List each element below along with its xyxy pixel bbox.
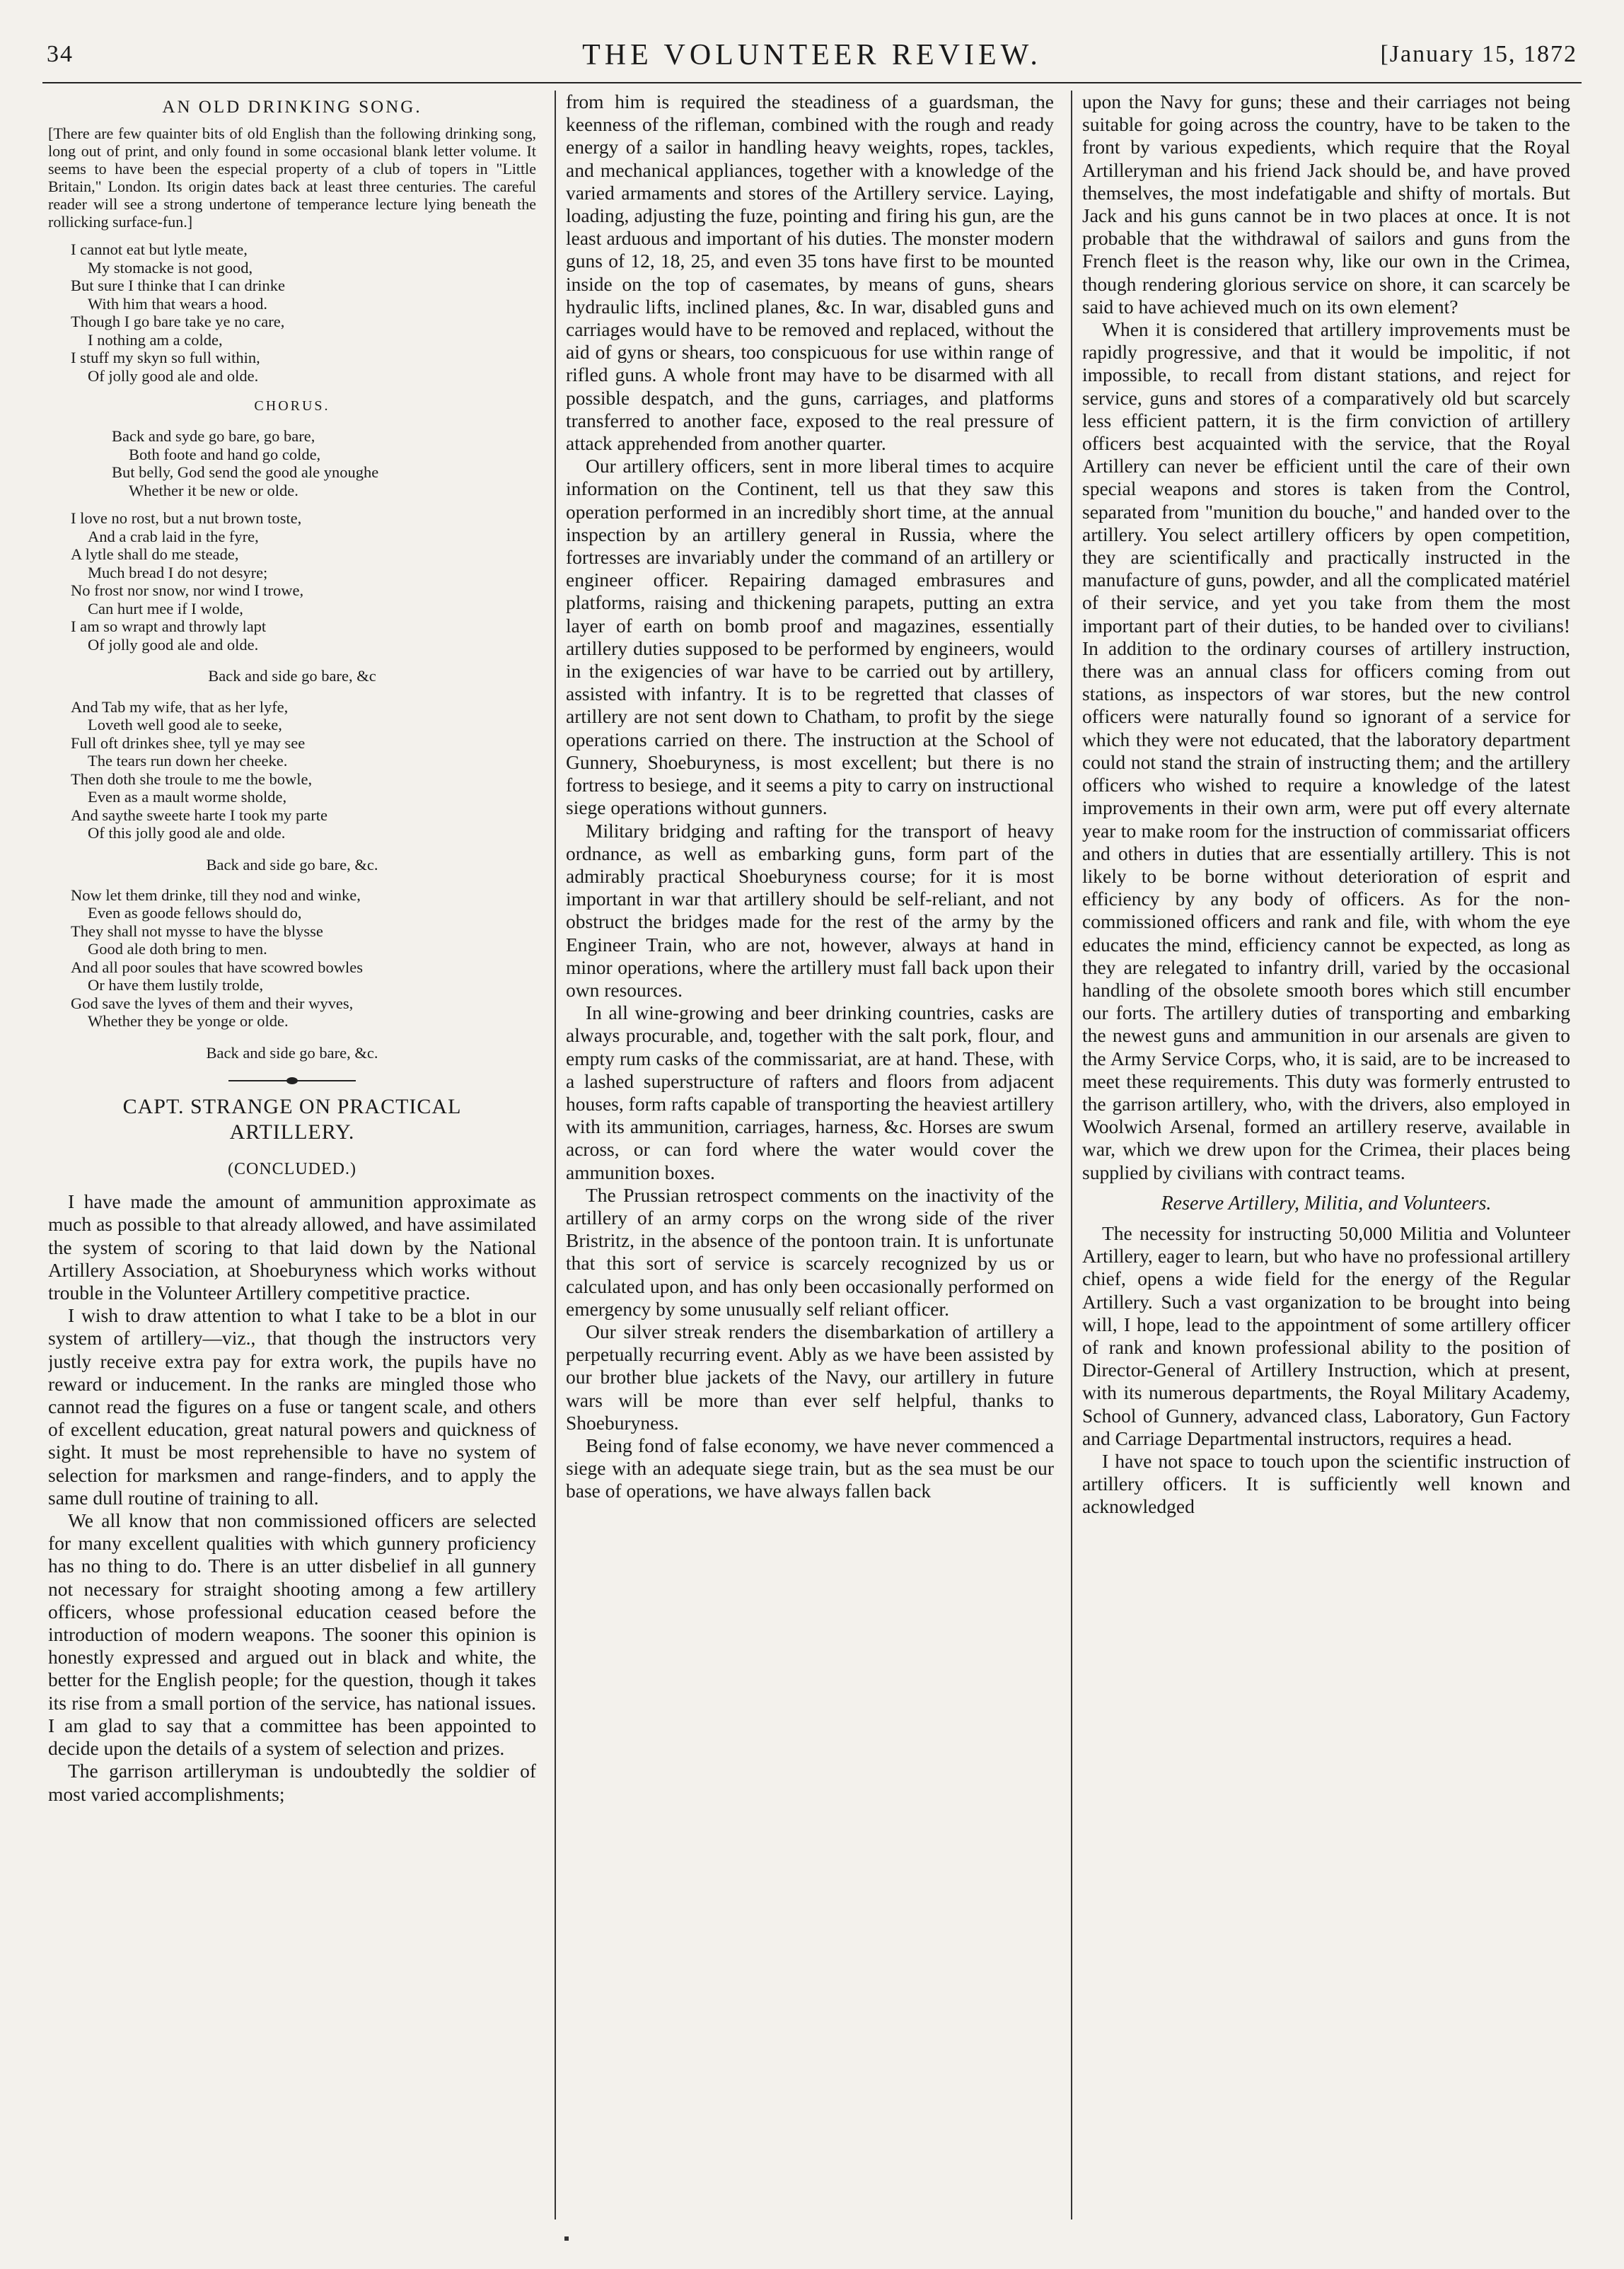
column-divider: [1071, 91, 1072, 2219]
song-verse-2: [71, 509, 536, 654]
verse-line: My stomacke is not good,: [88, 258, 253, 277]
verse-line: And saythe sweete harte I took my parte: [71, 806, 327, 824]
song-refrain: Back and side go bare, &c.: [206, 1043, 378, 1062]
paragraph: Our artillery officers, sent in more liberal times to acquire information on the Continent, tell us that they saw this operation performed in an incredibly short time, at the annual inspection by an artillery general in Russia, where the fortresses are invariably under the command of an artillery or engineer officer. Repairing damaged embrasures and platforms, raising and thickening parapets, putting an extra layer of earth on bomb proof and magazines, essentially artillery duties supposed to be performed by engineers, would in the exigencies of war have to be carried out by artillery, assisted with infantry. It is to be regretted that classes of artillery are not sent down to Chatham, to profit by the siege operations carried on there. The instruction at the School of Gunnery, Shoeburyness, is most excellent; but there is no fortress to besiege, and it seems a pity to carry on instructional siege operations without gunners.: [566, 455, 1054, 819]
paragraph: from him is required the steadiness of a guardsman, the keenness of the rifleman, combined with the rough and ready energy of a sailor in handling heavy weights, ropes, tackles, and mechanical appliances, together with a knowledge of the varied armaments and stores of the Artillery service. Laying, loading, adjusting the fuze, pointing and firing his gun, are the least arduous and important of his duties. The monster modern guns of 12, 18, 25, and even 35 tons have first to be mounted inside on the top of casemates, by means of guns, shears hydraulic lifts, inclined planes, &c. In war, disabled guns and carriages would have to be removed and replaced, without the aid of gyns or shears, too conspicuous for use within range of rifled guns. A whole front may have to be disarmed with all possible despatch, and the guns, carriages, and platforms transferred to another face, exposed to the real pressure of attack apprehended from another quarter.: [566, 91, 1054, 455]
verse-line: Now let them drinke, till they nod and winke,: [71, 886, 361, 904]
verse-line: Good ale doth bring to men.: [88, 940, 267, 958]
verse-line: Or have them lustily trolde,: [88, 976, 264, 994]
verse-line: Even as a mault worme sholde,: [88, 788, 287, 806]
song-title: AN OLD DRINKING SONG.: [162, 98, 422, 117]
verse-line: I am so wrapt and throwly lapt: [71, 617, 267, 636]
column-3: [1082, 91, 1570, 2219]
song-chorus: [112, 427, 536, 499]
verse-line: Full oft drinkes shee, tyll ye may see: [71, 733, 306, 752]
verse-line: I nothing am a colde,: [88, 330, 223, 349]
paragraph: In all wine-growing and beer drinking countries, casks are always procurable, and, together with the salt pork, flour, and empty rum casks of the commissariat, are at hand. These, with a lashed superstructure of rafters and floors from adjacent houses, form rafts capable of transporting the heaviest artillery with its ammunition, carriages, harness, &c. Horses are swum across, or can ford where the water would cover the ammunition boxes.: [566, 1002, 1054, 1183]
verse-line: But sure I thinke that I can drinke: [71, 277, 286, 295]
verse-line: Even as goode fellows should do,: [88, 904, 302, 922]
verse-line: Whether they be yonge or olde.: [88, 1012, 289, 1031]
verse-line: Loveth well good ale to seeke,: [88, 716, 282, 734]
verse-line: I love no rost, but a nut brown toste,: [71, 509, 302, 528]
header-rule: [42, 82, 1582, 83]
issue-date: [January 15, 1872: [1380, 41, 1577, 67]
paragraph: Our silver streak renders the disembarkation of artillery a perpetually recurring event. Ably as we have been assisted by our brother blue jackets of the Navy, our artillery in future wars will be more than ever self helpful, thanks to Shoeburyness.: [566, 1320, 1054, 1434]
page-header: [42, 31, 1582, 74]
verse-line: And Tab my wife, that as her lyfe,: [71, 697, 289, 716]
column-2: [566, 91, 1054, 2219]
paragraph: Being fond of false economy, we have never commenced a siege with an adequate siege train, but as the sea must be our base of operations, we have always fallen back: [566, 1434, 1054, 1502]
article-title: CAPT. STRANGE ON PRACTICAL ARTILLERY.: [122, 1095, 462, 1144]
verse-line: Back and syde go bare, go bare,: [112, 427, 315, 446]
publication-title: THE VOLUNTEER REVIEW.: [582, 39, 1042, 71]
paragraph: I have made the amount of ammunition approximate as much as possible to that already allowed, and have assimilated the system of scoring to that laid down by the National Artillery Association, at Shoeburyness which works without trouble in the Volunteer Artillery competitive practice.: [48, 1190, 536, 1304]
page-number: 34: [47, 41, 74, 67]
verse-line: The tears run down her cheeke.: [88, 752, 288, 770]
column-1: [48, 91, 536, 2219]
paragraph: I wish to draw attention to what I take to be a blot in our system of artillery—viz., that though the instructors very justly receive extra pay for extra work, the pupils have no reward or inducement. In the ranks are mingled those who cannot read the figures on a fuse or tangent scale, and others of excellent education, great natural powers and quickness of sight. It must be most reprehensible to have no system of selection for marksmen and range-finders, and to apply the same dull routine of training to all.: [48, 1304, 536, 1509]
column-divider: [555, 91, 556, 2219]
verse-line: Whether it be new or olde.: [129, 481, 298, 499]
verse-line: I cannot eat but lytle meate,: [71, 240, 248, 259]
verse-line: Of jolly good ale and olde.: [88, 366, 259, 385]
verse-line: But belly, God send the good ale ynoughe: [112, 463, 379, 482]
verse-line: Both foote and hand go colde,: [129, 445, 321, 463]
verse-line: Of this jolly good ale and olde.: [88, 824, 286, 842]
song-verse-4: [71, 886, 536, 1031]
song-intro: [There are few quainter bits of old English than the following drinking song, long out of print, and only found in some occasional blank letter volume. It seems to have been the especial property of a club of topers in "Little Britain," London. Its origin dates back at least three centuries. The careful reader will see a strong undertone of temperance lecture lying beneath the rollicking surface-fun.]: [48, 124, 536, 231]
verse-line: No frost nor snow, nor wind I trowe,: [71, 581, 304, 600]
verse-line: And a crab laid in the fyre,: [88, 527, 259, 545]
page-mark: [564, 2236, 569, 2241]
verse-line: They shall not mysse to have the blysse: [71, 922, 323, 940]
verse-line: With him that wears a hood.: [88, 294, 268, 313]
verse-line: Then doth she troule to me the bowle,: [71, 770, 313, 788]
paragraph: Military bridging and rafting for the transport of heavy ordnance, as well as embarking guns, form part of the admirably practical Shoeburyness course; for it is most important in war that artillery should be self-reliant, and not obstruct the bridges made for the rest of the army by the Engineer Train, who are not, however, always at hand in minor operations, where the artillery must fall back upon their own resources.: [566, 819, 1054, 1001]
song-verse-3: [71, 698, 536, 842]
song-verse-1: [71, 240, 536, 385]
verse-line: Much bread I do not desyre;: [88, 563, 268, 581]
section-subheading: Reserve Artillery, Militia, and Volunteers.: [1161, 1192, 1492, 1214]
paragraph: The necessity for instructing 50,000 Militia and Volunteer Artillery, eager to learn, but who have no professional artillery chief, opens a wide field for the energy of the Regular Artillery. Such a vast organization to be brought into being will, I hope, lead to the appointment of some artillery officer of rank and known professional ability to the position of Director-General of Artillery Instruction, which at present, with its numerous departments, the Royal Military Academy, School of Gunnery, advanced class, Laboratory, Gun Factory and Carriage Departmental instructors, requires a head.: [1082, 1221, 1570, 1449]
paragraph: The garrison artilleryman is undoubtedly the soldier of most varied accomplishments;: [48, 1760, 536, 1805]
verse-line: God save the lyves of them and their wyves,: [71, 994, 354, 1012]
song-refrain: Back and side go bare, &c: [208, 667, 376, 685]
song-refrain: Back and side go bare, &c.: [206, 855, 378, 874]
verse-line: Though I go bare take ye no care,: [71, 313, 285, 331]
article-concluded-note: (CONCLUDED.): [228, 1160, 356, 1179]
verse-line: I stuff my skyn so full within,: [71, 349, 260, 367]
paragraph: The Prussian retrospect comments on the inactivity of the artillery of an army corps on the wrong side of the river Bristritz, in the absence of the pontoon train. It is unfortunate that this sort of service is scarcely recognized by us or calculated upon, and has only been occasionally performed on emergency by some unusually self reliant officer.: [566, 1183, 1054, 1320]
verse-line: Of jolly good ale and olde.: [88, 635, 259, 654]
verse-line: Can hurt mee if I wolde,: [88, 599, 243, 617]
paragraph: I have not space to touch upon the scientific instruction of artillery officers. It is sufficiently well known and acknowledged: [1082, 1449, 1570, 1518]
chorus-heading: CHORUS.: [254, 398, 330, 414]
paragraph: When it is considered that artillery improvements must be rapidly progressive, and that it would be impolitic, if not impossible, to recall from distant stations, and reject for service, guns and stores of a comparatively old but scarcely less efficient pattern, it is the firm conviction of artillery officers best acquainted with the service, that the Royal Artillery can never be efficient until the care of their own special weapons and stores is taken from the Control, separated from "munition du bouche," and handed over to the artillery. You select artillery officers by open competition, they are scientifically and practically instructed in the manufacture of guns, powder, and all the complicated matériel of their service, and yet you take from them the most important part of their duties, to be handed over to civilians! In addition to the ordinary courses of artillery instruction, there was an annual class for officers coming from out stations, as inspectors of war stores, but the new control officers were naturally found so ignorant of a service for which they were not educated, that the laboratory department could not stand the strain of instructing them; and the artillery officers who wished to require a knowledge of the latest improvements in their own arm, were put off every alternate year to make room for the instruction of commissariat officers and others in duties that are essentially artillery. This is not likely to be borne without deterioration of esprit and efficiency by any body of officers. As for the non-commissioned officers and rank and file, with whom the eye educates the mind, efficiency cannot be expected, as long as they are relegated to infantry drill, varied by the occasional handling of the obsolete smooth bores which still encumber our forts. The artillery duties of transporting and embarking the newest guns and ammunition in our arsenals are given to the Army Service Corps, who, it is said, are to be increased to meet these requirements. This duty was formerly entrusted to the garrison artillery, who, with the drivers, also employed in Woolwich Arsenal, formed an artillery reserve, available in war, which we drew upon for the Crimea, their places being supplied by civilians with contract teams.: [1082, 318, 1570, 1183]
section-separator: [228, 1080, 356, 1081]
verse-line: A lytle shall do me steade,: [71, 545, 239, 564]
paragraph: We all know that non commissioned officers are selected for many excellent qualities with which gunnery proficiency has no thing to do. There is an utter disbelief in all gunnery not necessary for straight shooting among a few artillery officers, whose professional education ceased before the introduction of modern weapons. The sooner this opinion is honestly expressed and argued out in black and white, the better for the English people; for the question, though it takes its rise from a small portion of the service, has national issues. I am glad to say that a committee has been appointed to decide upon the details of a system of selection and prizes.: [48, 1509, 536, 1760]
paragraph: upon the Navy for guns; these and their carriages not being suitable for going across the country, have to be taken to the front by various expedients, which require that the Royal Artilleryman and his friend Jack should be, and have proved themselves, the most indefatigable and shifty of mortals. But Jack and his guns cannot be in two places at once. It is not probable that the withdrawal of sailors and guns from the French fleet is the reason why, like our own in the Crimea, though rendering glorious service on shore, it can scarcely be said to have achieved much on its own element?: [1082, 91, 1570, 318]
verse-line: And all poor soules that have scowred bowles: [71, 958, 364, 976]
